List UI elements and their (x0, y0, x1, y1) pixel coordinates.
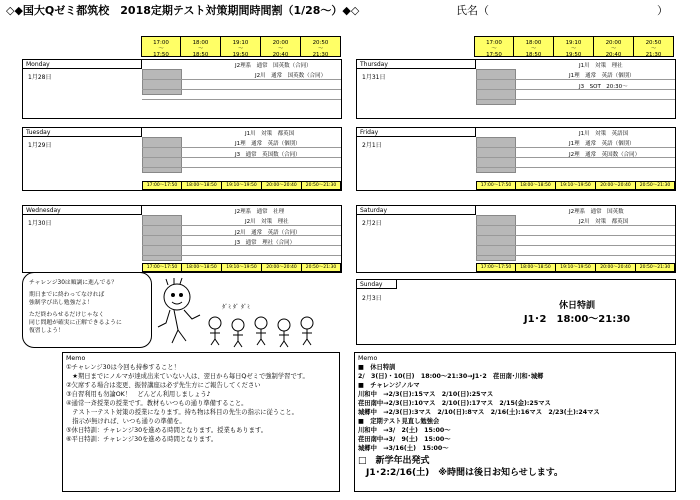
time-header: 19:10 ～ 19:50 (221, 36, 261, 57)
day-name: Thursday (357, 60, 476, 69)
memo-line: ①チャレンジ30は今回も持参すること！ (66, 364, 180, 371)
time-header: 18:00 ～ 18:50 (514, 36, 554, 57)
day-date: 1月28日 (28, 74, 52, 81)
name-close: ） (657, 4, 668, 17)
memo-line: ■ 休日特訓 (358, 364, 396, 371)
day-date: 1月29日 (28, 142, 52, 149)
time-header: 20:00 ～ 20:40 (594, 36, 634, 57)
memo-line: 城郷中 →3/16(土) 15:00～ (358, 445, 449, 452)
class-entry: J1理 通常 英語（個別） (235, 141, 301, 147)
class-entry: J3 SOT 20:30～ (579, 84, 628, 90)
day-name: Saturday (357, 206, 476, 215)
time-bar-cell: 20:50～21:30 (636, 263, 675, 272)
memo-right (354, 352, 676, 492)
day-name: Sunday (357, 280, 397, 289)
memo-line: ⑤休日特訓：チャレンジ30を進める時間となります。授業もあります。 (66, 427, 268, 434)
day-date: 2月1日 (362, 142, 382, 149)
time-bar-cell: 20:00～20:40 (262, 181, 302, 190)
time-bar-cell: 17:00～17:50 (142, 181, 182, 190)
time-bar-cell: 20:50～21:30 (302, 181, 341, 190)
memo-title: Memo (358, 355, 378, 362)
class-entry: J2川 通常 英語（合同） (235, 230, 301, 236)
time-bar-cell: 20:00～20:40 (596, 263, 636, 272)
time-header: 17:00 ～ 17:50 (141, 36, 181, 57)
memo-line: ★期日までにノルマが達成出来ていない人は、翌日から毎日Qゼミで強制学習です。 (66, 373, 309, 380)
time-bar (476, 263, 675, 272)
class-entry: J2理系 通常 国英数 (569, 209, 624, 215)
bubble-line: 復習しよう！ (29, 328, 64, 334)
time-header: 17:00 ～ 17:50 (474, 36, 514, 57)
time-bar-cell: 18:00～18:50 (182, 263, 222, 272)
time-bar-cell: 18:00～18:50 (182, 181, 222, 190)
day-date: 1月31日 (362, 74, 386, 81)
time-header: 18:00 ～ 18:50 (181, 36, 221, 57)
class-entry: J1川 対策 理社 (579, 63, 623, 69)
day-name: Wednesday (23, 206, 142, 215)
running-children-illustration (152, 275, 337, 355)
time-bar-cell: 19:10～19:50 (222, 263, 262, 272)
time-header: 20:50 ～ 21:30 (634, 36, 674, 57)
class-entry: J3 通常 英国数（合同） (235, 152, 301, 158)
memo-line: 川和中 →3/ 2(土) 15:00～ (358, 427, 451, 434)
class-entry: J1川 対策 英語国 (579, 131, 629, 137)
memo-line: 荏田南中→3/ 9(土) 15:00～ (358, 436, 451, 443)
time-header: 19:10 ～ 19:50 (554, 36, 594, 57)
day-panel-friday (356, 127, 676, 191)
special-title: 休日特訓 (558, 301, 595, 311)
day-date: 2月3日 (362, 295, 382, 302)
memo-big-line: J1･2:2/16(土) ※時間は後日お知らせします。 (366, 468, 564, 478)
memo-big-title: □ 新学年出発式 (358, 456, 430, 466)
memo-line: ④通常一斉授業の授業です。教材もいつもの通り準備すること。 (66, 400, 248, 407)
time-bar-cell: 18:00～18:50 (516, 181, 556, 190)
memo-line: 城郷中 →2/3(日):3マス 2/10(日):8マス 2/16(土):16マス 2/23(土):24マス (358, 409, 600, 416)
memo-line: ③自習利用も勿論OK！ どんどん利用しましょう♪ (66, 391, 211, 398)
figure-label: ﾀﾞﾐ ﾀﾞ ﾀﾞﾐ (222, 304, 250, 311)
memo-line: 指示が無ければ、いつも通りの準備を。 (66, 418, 186, 425)
memo-line: ■ 定期テスト見直し勉強会 (358, 418, 440, 425)
time-header-left (141, 36, 341, 57)
time-header-right (474, 36, 674, 57)
memo-line: ⑥平日特訓：チャレンジ30を進める時間となります。 (66, 436, 218, 443)
memo-line: 荏田南中→2/3(日):10マス 2/10(日):17マス 2/15(金):25マス (358, 400, 551, 407)
time-bar-cell: 20:00～20:40 (262, 263, 302, 272)
class-entry: J1川 対策 都英国 (245, 131, 295, 137)
time-bar (476, 181, 675, 190)
bubble-line: 強制学び出し勉強だよ！ (29, 300, 93, 306)
memo-line: ②欠席する場合は変更、振替講座は必ず先生方にご報告してください (66, 382, 261, 389)
memo-left (62, 352, 340, 492)
bubble-line: 同じ問題が確実に正解できるように (29, 320, 122, 326)
class-entry: J1理 通常 英語（個別） (569, 73, 635, 79)
day-date: 2月2日 (362, 220, 382, 227)
time-bar (142, 263, 341, 272)
class-entry: J2川 通常 国英数（合同） (255, 73, 327, 79)
class-entry: J2理系 通常 国英数（合同） (235, 63, 312, 69)
speech-bubble (22, 272, 152, 348)
memo-line: テスト一テスト対策の授業になります。持ち物は科目の先生の指示に従うこと。 (66, 409, 298, 416)
day-name: Monday (23, 60, 142, 69)
class-entry: J3 通常 理社（合同） (235, 240, 296, 246)
class-entry: J2川 対策 理社 (245, 219, 289, 225)
time-bar-cell: 19:10～19:50 (556, 181, 596, 190)
time-bar-cell: 17:00～17:50 (142, 263, 182, 272)
time-bar-cell: 20:50～21:30 (302, 263, 341, 272)
special-body: J1･2 18:00～21:30 (523, 314, 631, 325)
day-name: Tuesday (23, 128, 142, 137)
time-bar-cell: 19:10～19:50 (556, 263, 596, 272)
day-panel-saturday (356, 205, 676, 273)
day-panel-tuesday (22, 127, 342, 191)
class-entry: J2理系 通常 社理 (235, 209, 285, 215)
time-bar (142, 181, 341, 190)
page-title: ◇◆国大Qゼミ都筑校 2018定期テスト対策期間時間割（1/28～）◆◇ (6, 4, 360, 17)
bubble-line: チャレンジ30は順調に進んでる？ (29, 280, 118, 286)
memo-line: ■ チャレンジノルマ (358, 382, 420, 389)
time-bar-cell: 17:00～17:50 (476, 263, 516, 272)
time-header: 20:50 ～ 21:30 (301, 36, 341, 57)
time-bar-cell: 20:00～20:40 (596, 181, 636, 190)
day-panel-thursday (356, 59, 676, 119)
class-entry: J2理 通常 英国数（合同） (569, 152, 641, 158)
time-bar-cell: 19:10～19:50 (222, 181, 262, 190)
class-entry: J1理 通常 英語（個別） (569, 141, 635, 147)
day-date: 1月30日 (28, 220, 52, 227)
day-panel-sunday (356, 279, 676, 345)
class-entry: J2川 対策 都英国 (579, 219, 629, 225)
name-label: 氏名（ (456, 4, 489, 17)
memo-line: 2/ 3(日)・10(日) 18:00～21:30→J1･2 荏田南･川和･城郷 (358, 373, 544, 380)
time-bar-cell: 18:00～18:50 (516, 263, 556, 272)
time-bar-cell: 20:50～21:30 (636, 181, 675, 190)
gray-slot (142, 69, 182, 95)
bubble-line: 期日までに終わってなければ (29, 292, 105, 298)
memo-title: Memo (66, 355, 86, 362)
time-header: 20:00 ～ 20:40 (261, 36, 301, 57)
day-panel-monday (22, 59, 342, 119)
day-panel-wednesday (22, 205, 342, 273)
day-name: Friday (357, 128, 476, 137)
memo-line: 川和中 →2/3(日):15マス 2/10(日):25マス (358, 391, 494, 398)
time-bar-cell: 17:00～17:50 (476, 181, 516, 190)
bubble-line: ただ終わらせるだけじゃなく (29, 312, 105, 318)
